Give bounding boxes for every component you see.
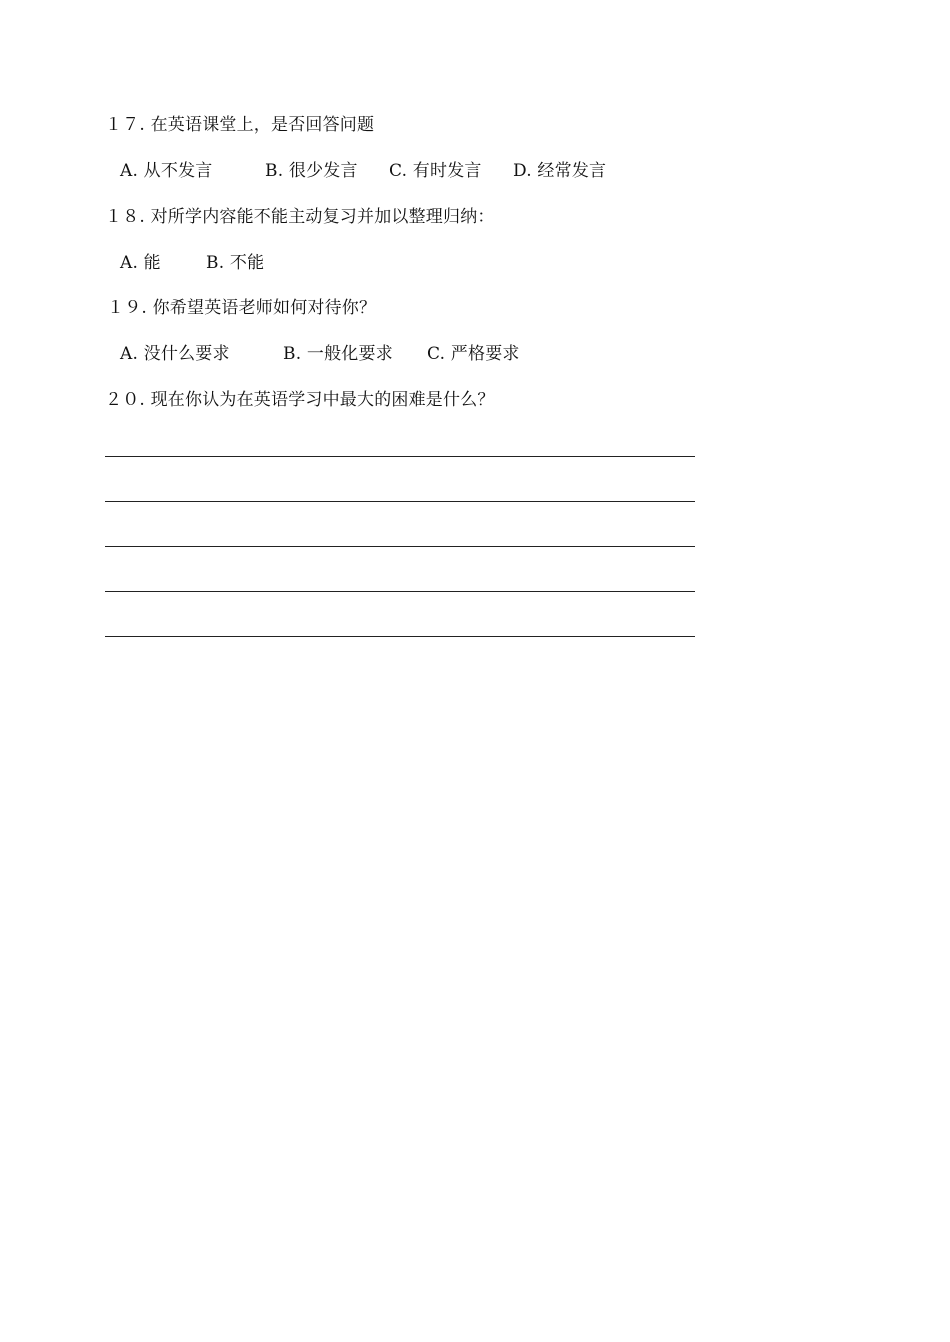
question-20: ２０. 现在你认为在英语学习中最大的困难是什么？	[105, 390, 495, 410]
option-17-c: C. 有时发言	[389, 161, 482, 181]
question-17: １７. 在英语课堂上，是否回答问题	[105, 115, 375, 135]
option-17-b: B. 很少发言	[265, 161, 358, 181]
option-19-a: A. 没什么要求	[120, 344, 230, 364]
answer-line	[105, 591, 695, 592]
option-19-b: B. 一般化要求	[283, 344, 393, 364]
option-18-a: A. 能	[120, 253, 161, 273]
question-18-options	[120, 251, 264, 275]
option-18-b: B. 不能	[206, 253, 265, 273]
question-18: １８. 对所学内容能不能主动复习并加以整理归纳：	[105, 207, 495, 227]
question-17-options	[120, 159, 606, 183]
question-19: １９. 你希望英语老师如何对待你？	[107, 298, 377, 318]
option-19-c: C. 严格要求	[427, 344, 520, 364]
question-19-options	[120, 342, 520, 366]
answer-line	[105, 456, 695, 457]
answer-line	[105, 636, 695, 637]
option-17-a: A. 从不发言	[120, 161, 213, 181]
option-17-d: D. 经常发言	[513, 161, 607, 181]
answer-line	[105, 501, 695, 502]
answer-line	[105, 546, 695, 547]
